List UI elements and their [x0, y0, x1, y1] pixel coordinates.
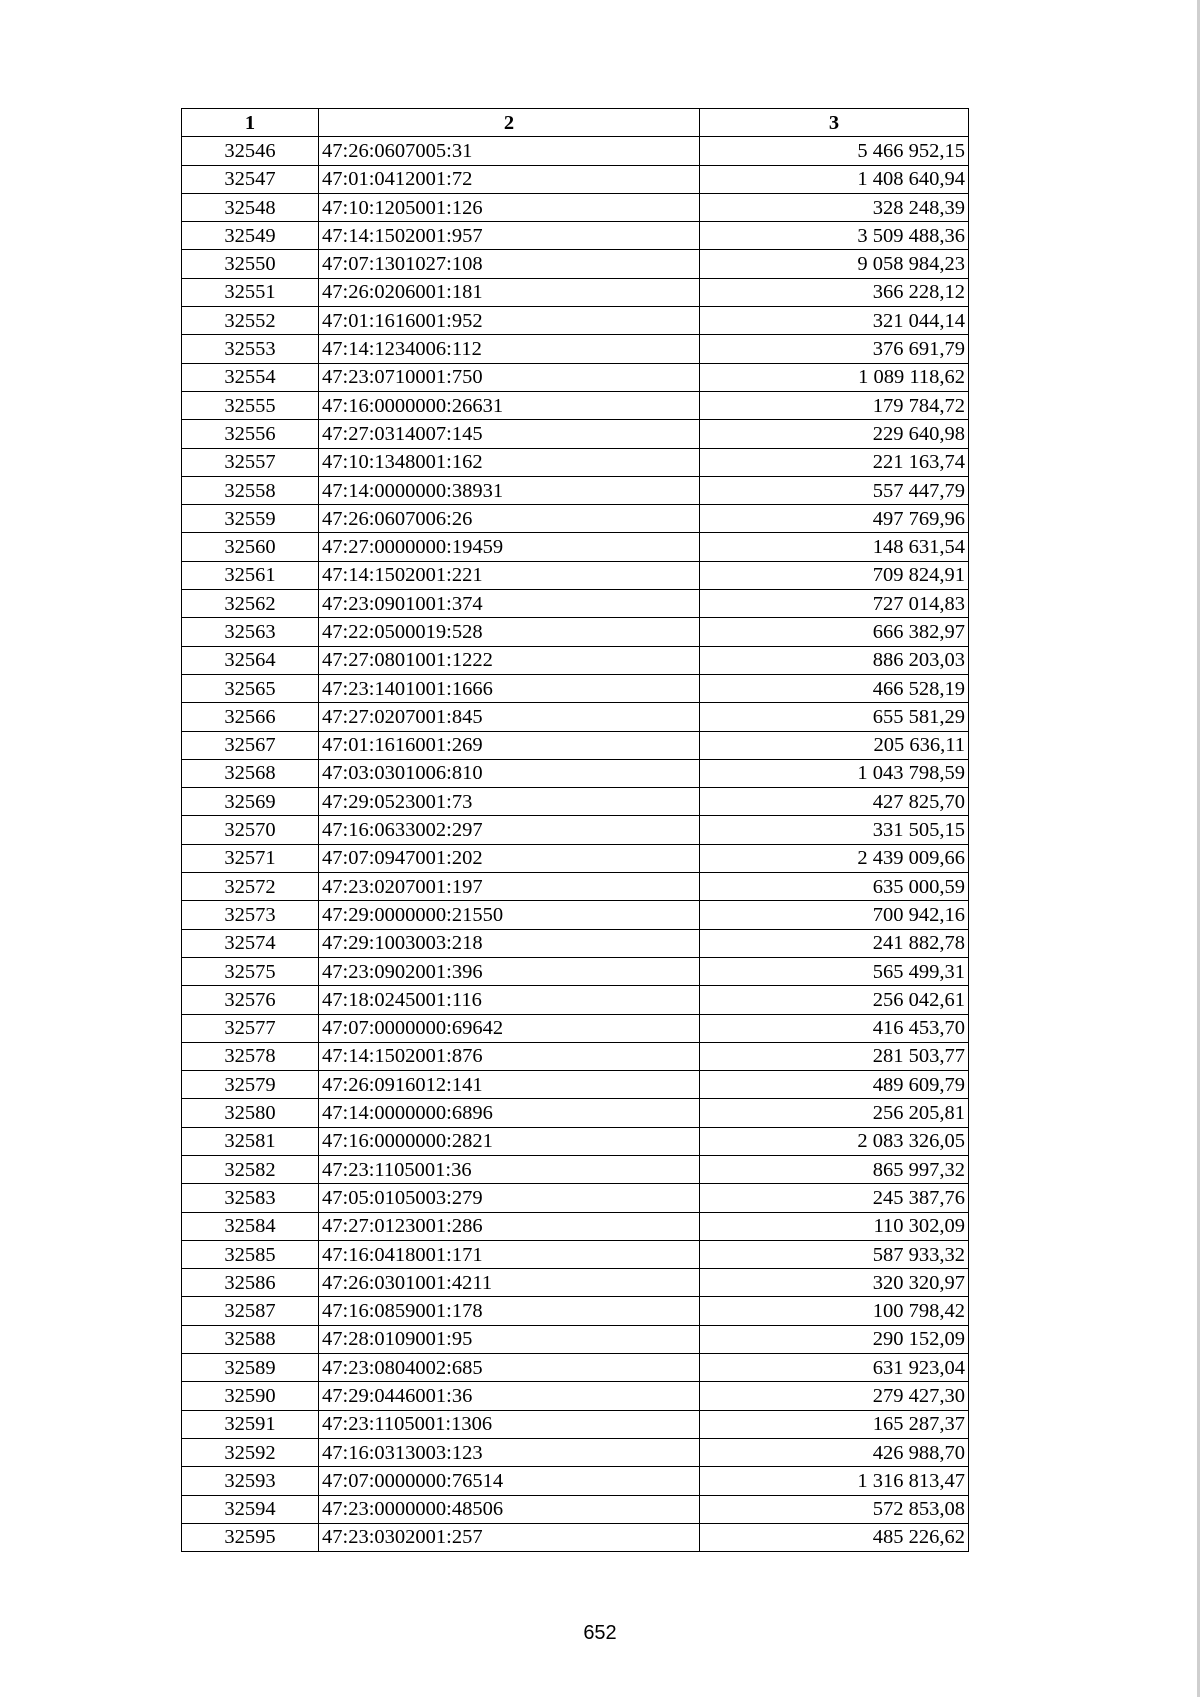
cadastral-number-cell: 47:14:1502001:876 — [319, 1042, 700, 1070]
table-row — [182, 731, 969, 759]
value-cell: 221 163,74 — [700, 448, 969, 476]
row-number-cell: 32584 — [182, 1212, 319, 1240]
row-number-cell: 32561 — [182, 561, 319, 589]
value-cell: 666 382,97 — [700, 618, 969, 646]
row-number-cell: 32579 — [182, 1071, 319, 1099]
value-cell: 2 083 326,05 — [700, 1127, 969, 1155]
table-row — [182, 533, 969, 561]
table-row — [182, 561, 969, 589]
row-number-cell: 32560 — [182, 533, 319, 561]
cadastral-number-cell: 47:07:1301027:108 — [319, 250, 700, 278]
row-number-cell: 32591 — [182, 1410, 319, 1438]
value-cell: 497 769,96 — [700, 505, 969, 533]
row-number-cell: 32587 — [182, 1297, 319, 1325]
row-number-cell: 32569 — [182, 788, 319, 816]
table-row — [182, 307, 969, 335]
value-cell: 179 784,72 — [700, 391, 969, 419]
value-cell: 727 014,83 — [700, 590, 969, 618]
column-header-2: 2 — [319, 109, 700, 137]
cadastral-number-cell: 47:16:0859001:178 — [319, 1297, 700, 1325]
column-header-3: 3 — [700, 109, 969, 137]
table-row — [182, 165, 969, 193]
table-row — [182, 222, 969, 250]
table-row — [182, 957, 969, 985]
row-number-cell: 32571 — [182, 844, 319, 872]
cadastral-number-cell: 47:23:0901001:374 — [319, 590, 700, 618]
table-row — [182, 844, 969, 872]
value-cell: 635 000,59 — [700, 873, 969, 901]
table-row — [182, 363, 969, 391]
table-row — [182, 703, 969, 731]
value-cell: 1 043 798,59 — [700, 759, 969, 787]
value-cell: 5 466 952,15 — [700, 137, 969, 165]
row-number-cell: 32577 — [182, 1014, 319, 1042]
row-number-cell: 32593 — [182, 1467, 319, 1495]
value-cell: 100 798,42 — [700, 1297, 969, 1325]
table-row — [182, 873, 969, 901]
table-row — [182, 646, 969, 674]
row-number-cell: 32549 — [182, 222, 319, 250]
cadastral-number-cell: 47:10:1348001:162 — [319, 448, 700, 476]
row-number-cell: 32590 — [182, 1382, 319, 1410]
table-row — [182, 1042, 969, 1070]
cadastral-number-cell: 47:23:0000000:48506 — [319, 1495, 700, 1523]
cadastral-number-cell: 47:29:1003003:218 — [319, 929, 700, 957]
value-cell: 376 691,79 — [700, 335, 969, 363]
cadastral-number-cell: 47:29:0523001:73 — [319, 788, 700, 816]
row-number-cell: 32566 — [182, 703, 319, 731]
row-number-cell: 32563 — [182, 618, 319, 646]
cadastral-number-cell: 47:07:0947001:202 — [319, 844, 700, 872]
table-row — [182, 1184, 969, 1212]
value-cell: 241 882,78 — [700, 929, 969, 957]
table-row — [182, 1523, 969, 1551]
cadastral-number-cell: 47:05:0105003:279 — [319, 1184, 700, 1212]
value-cell: 205 636,11 — [700, 731, 969, 759]
row-number-cell: 32586 — [182, 1269, 319, 1297]
value-cell: 1 316 813,47 — [700, 1467, 969, 1495]
value-cell: 427 825,70 — [700, 788, 969, 816]
table-row — [182, 476, 969, 504]
value-cell: 279 427,30 — [700, 1382, 969, 1410]
value-cell: 565 499,31 — [700, 957, 969, 985]
cadastral-number-cell: 47:27:0207001:845 — [319, 703, 700, 731]
table-row — [182, 1127, 969, 1155]
row-number-cell: 32559 — [182, 505, 319, 533]
table-row — [182, 618, 969, 646]
row-number-cell: 32565 — [182, 674, 319, 702]
value-cell: 256 042,61 — [700, 986, 969, 1014]
value-cell: 2 439 009,66 — [700, 844, 969, 872]
value-cell: 331 505,15 — [700, 816, 969, 844]
row-number-cell: 32582 — [182, 1155, 319, 1183]
cadastral-number-cell: 47:14:0000000:6896 — [319, 1099, 700, 1127]
table-row — [182, 1155, 969, 1183]
table-body — [182, 137, 969, 1552]
table-header — [182, 109, 969, 137]
row-number-cell: 32557 — [182, 448, 319, 476]
cadastral-number-cell: 47:27:0801001:1222 — [319, 646, 700, 674]
value-cell: 328 248,39 — [700, 193, 969, 221]
table-row — [182, 193, 969, 221]
table-row — [182, 1382, 969, 1410]
table-row — [182, 335, 969, 363]
row-number-cell: 32585 — [182, 1240, 319, 1268]
cadastral-number-cell: 47:07:0000000:69642 — [319, 1014, 700, 1042]
cadastral-number-cell: 47:14:1234006:112 — [319, 335, 700, 363]
row-number-cell: 32570 — [182, 816, 319, 844]
row-number-cell: 32576 — [182, 986, 319, 1014]
table-row — [182, 1354, 969, 1382]
column-header-1: 1 — [182, 109, 319, 137]
row-number-cell: 32567 — [182, 731, 319, 759]
cadastral-number-cell: 47:10:1205001:126 — [319, 193, 700, 221]
cadastral-number-cell: 47:29:0000000:21550 — [319, 901, 700, 929]
table-row — [182, 448, 969, 476]
value-cell: 3 509 488,36 — [700, 222, 969, 250]
row-number-cell: 32588 — [182, 1325, 319, 1353]
value-cell: 1 408 640,94 — [700, 165, 969, 193]
table-row — [182, 816, 969, 844]
row-number-cell: 32592 — [182, 1438, 319, 1466]
row-number-cell: 32551 — [182, 278, 319, 306]
table-row — [182, 929, 969, 957]
table-row — [182, 1467, 969, 1495]
value-cell: 865 997,32 — [700, 1155, 969, 1183]
value-cell: 110 302,09 — [700, 1212, 969, 1240]
cadastral-number-cell: 47:14:1502001:957 — [319, 222, 700, 250]
row-number-cell: 32572 — [182, 873, 319, 901]
value-cell: 587 933,32 — [700, 1240, 969, 1268]
cadastral-number-cell: 47:23:1401001:1666 — [319, 674, 700, 702]
cadastral-number-cell: 47:16:0000000:2821 — [319, 1127, 700, 1155]
table-row — [182, 420, 969, 448]
value-cell: 229 640,98 — [700, 420, 969, 448]
row-number-cell: 32595 — [182, 1523, 319, 1551]
cadastral-number-cell: 47:01:1616001:269 — [319, 731, 700, 759]
value-cell: 290 152,09 — [700, 1325, 969, 1353]
table-row — [182, 1071, 969, 1099]
value-cell: 320 320,97 — [700, 1269, 969, 1297]
row-number-cell: 32581 — [182, 1127, 319, 1155]
cadastral-number-cell: 47:23:1105001:36 — [319, 1155, 700, 1183]
row-number-cell: 32552 — [182, 307, 319, 335]
cadastral-number-cell: 47:27:0314007:145 — [319, 420, 700, 448]
row-number-cell: 32548 — [182, 193, 319, 221]
cadastral-number-cell: 47:26:0916012:141 — [319, 1071, 700, 1099]
table-row — [182, 1014, 969, 1042]
row-number-cell: 32558 — [182, 476, 319, 504]
table-row — [182, 986, 969, 1014]
row-number-cell: 32546 — [182, 137, 319, 165]
row-number-cell: 32574 — [182, 929, 319, 957]
cadastral-number-cell: 47:26:0206001:181 — [319, 278, 700, 306]
value-cell: 165 287,37 — [700, 1410, 969, 1438]
value-cell: 426 988,70 — [700, 1438, 969, 1466]
table-row — [182, 1495, 969, 1523]
cadastral-number-cell: 47:18:0245001:116 — [319, 986, 700, 1014]
cadastral-number-cell: 47:16:0313003:123 — [319, 1438, 700, 1466]
row-number-cell: 32562 — [182, 590, 319, 618]
row-number-cell: 32580 — [182, 1099, 319, 1127]
cadastral-number-cell: 47:14:0000000:38931 — [319, 476, 700, 504]
cadastral-number-cell: 47:16:0633002:297 — [319, 816, 700, 844]
table-row — [182, 1438, 969, 1466]
table-row — [182, 901, 969, 929]
cadastral-number-cell: 47:22:0500019:528 — [319, 618, 700, 646]
table-row — [182, 250, 969, 278]
value-cell: 631 923,04 — [700, 1354, 969, 1382]
cadastral-number-cell: 47:28:0109001:95 — [319, 1325, 700, 1353]
row-number-cell: 32555 — [182, 391, 319, 419]
value-cell: 1 089 118,62 — [700, 363, 969, 391]
value-cell: 655 581,29 — [700, 703, 969, 731]
value-cell: 366 228,12 — [700, 278, 969, 306]
table-row — [182, 1325, 969, 1353]
table-row — [182, 788, 969, 816]
row-number-cell: 32575 — [182, 957, 319, 985]
row-number-cell: 32589 — [182, 1354, 319, 1382]
table-row — [182, 137, 969, 165]
row-number-cell: 32564 — [182, 646, 319, 674]
row-number-cell: 32550 — [182, 250, 319, 278]
value-cell: 709 824,91 — [700, 561, 969, 589]
table-row — [182, 590, 969, 618]
value-cell: 245 387,76 — [700, 1184, 969, 1212]
cadastral-number-cell: 47:23:1105001:1306 — [319, 1410, 700, 1438]
cadastral-number-cell: 47:26:0607005:31 — [319, 137, 700, 165]
cadastral-number-cell: 47:23:0902001:396 — [319, 957, 700, 985]
value-cell: 886 203,03 — [700, 646, 969, 674]
value-cell: 700 942,16 — [700, 901, 969, 929]
value-cell: 572 853,08 — [700, 1495, 969, 1523]
cadastral-number-cell: 47:14:1502001:221 — [319, 561, 700, 589]
value-cell: 148 631,54 — [700, 533, 969, 561]
table-row — [182, 391, 969, 419]
header-row — [182, 109, 969, 137]
table-row — [182, 1297, 969, 1325]
cadastral-number-cell: 47:16:0418001:171 — [319, 1240, 700, 1268]
value-cell: 557 447,79 — [700, 476, 969, 504]
value-cell: 321 044,14 — [700, 307, 969, 335]
cadastral-number-cell: 47:23:0710001:750 — [319, 363, 700, 391]
table-row — [182, 759, 969, 787]
value-cell: 466 528,19 — [700, 674, 969, 702]
table-row — [182, 1410, 969, 1438]
value-cell: 281 503,77 — [700, 1042, 969, 1070]
row-number-cell: 32556 — [182, 420, 319, 448]
value-cell: 485 226,62 — [700, 1523, 969, 1551]
value-cell: 256 205,81 — [700, 1099, 969, 1127]
table-row — [182, 674, 969, 702]
cadastral-number-cell: 47:26:0301001:4211 — [319, 1269, 700, 1297]
value-cell: 416 453,70 — [700, 1014, 969, 1042]
table-row — [182, 505, 969, 533]
cadastral-number-cell: 47:26:0607006:26 — [319, 505, 700, 533]
table-row — [182, 1099, 969, 1127]
registry-table — [181, 108, 969, 1552]
cadastral-number-cell: 47:01:0412001:72 — [319, 165, 700, 193]
cadastral-number-cell: 47:29:0446001:36 — [319, 1382, 700, 1410]
cadastral-number-cell: 47:01:1616001:952 — [319, 307, 700, 335]
cadastral-number-cell: 47:27:0000000:19459 — [319, 533, 700, 561]
table-row — [182, 1269, 969, 1297]
table-row — [182, 1240, 969, 1268]
cadastral-number-cell: 47:16:0000000:26631 — [319, 391, 700, 419]
row-number-cell: 32554 — [182, 363, 319, 391]
row-number-cell: 32573 — [182, 901, 319, 929]
cadastral-number-cell: 47:03:0301006:810 — [319, 759, 700, 787]
value-cell: 489 609,79 — [700, 1071, 969, 1099]
table-row — [182, 1212, 969, 1240]
page-number: 652 — [583, 1622, 617, 1644]
row-number-cell: 32547 — [182, 165, 319, 193]
cadastral-number-cell: 47:07:0000000:76514 — [319, 1467, 700, 1495]
cadastral-number-cell: 47:23:0302001:257 — [319, 1523, 700, 1551]
row-number-cell: 32553 — [182, 335, 319, 363]
row-number-cell: 32578 — [182, 1042, 319, 1070]
row-number-cell: 32594 — [182, 1495, 319, 1523]
value-cell: 9 058 984,23 — [700, 250, 969, 278]
cadastral-number-cell: 47:23:0207001:197 — [319, 873, 700, 901]
cadastral-number-cell: 47:23:0804002:685 — [319, 1354, 700, 1382]
cadastral-number-cell: 47:27:0123001:286 — [319, 1212, 700, 1240]
row-number-cell: 32568 — [182, 759, 319, 787]
table-row — [182, 278, 969, 306]
row-number-cell: 32583 — [182, 1184, 319, 1212]
